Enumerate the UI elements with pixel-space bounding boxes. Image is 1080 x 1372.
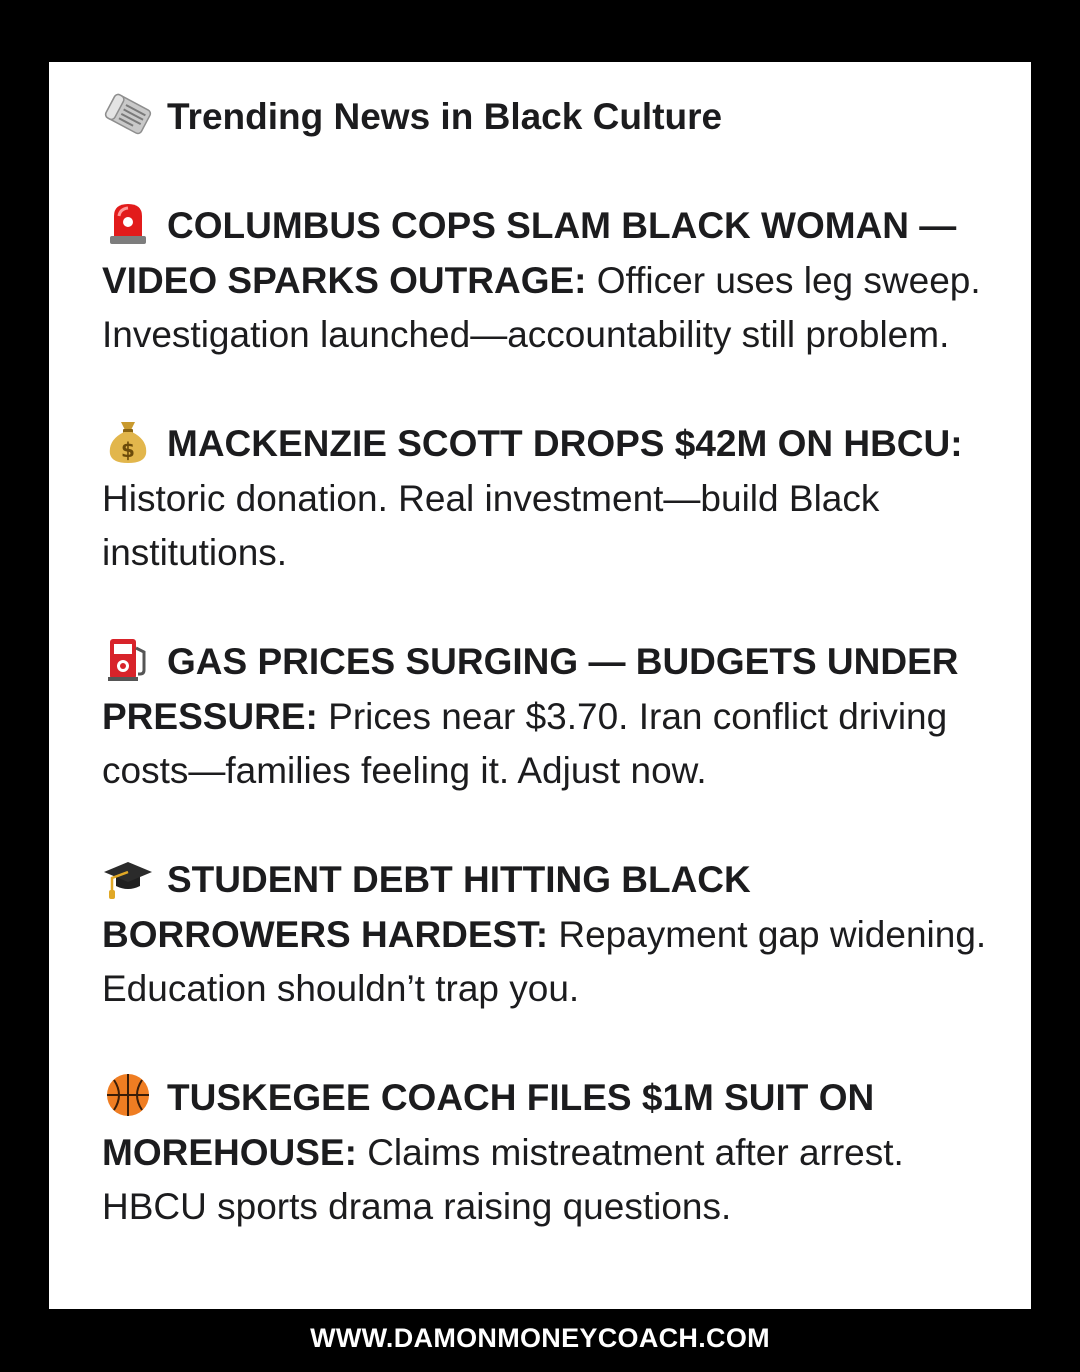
story-lawsuit (102, 1071, 992, 1235)
story-police (102, 199, 992, 363)
story-headline: STUDENT DEBT HITTING BLACK BORROWERS HARDEST: (102, 859, 751, 955)
post-card (49, 62, 1031, 1309)
graduation-cap-icon (102, 854, 154, 900)
post-title: Trending News in Black Culture (167, 96, 723, 137)
post-title-line (102, 90, 992, 145)
story-student-debt (102, 853, 992, 1017)
story-headline: TUSKEGEE COACH FILES $1M SUIT ON MOREHOUSE: (102, 1077, 875, 1173)
police-light-icon (102, 200, 154, 246)
money-bag-icon (102, 418, 154, 464)
fuel-pump-icon (102, 636, 154, 682)
svg-text:$: $ (121, 438, 135, 462)
story-donation (102, 417, 992, 581)
basketball-icon (102, 1072, 154, 1118)
footer-website: WWW.DAMONMONEYCOACH.COM (310, 1323, 770, 1353)
post-content (102, 90, 992, 1235)
story-body: Historic donation. Real investment—build Black institutions. (102, 477, 880, 573)
story-body: Claims mistreatment after arrest. HBCU sports drama raising questions. (102, 1131, 904, 1227)
story-body: Prices near $3.70. Iran conflict driving costs—families feeling it. Adjust now. (102, 695, 948, 791)
newspaper-icon (102, 91, 154, 137)
story-headline: COLUMBUS COPS SLAM BLACK WOMAN — VIDEO SPARKS OUTRAGE: (102, 205, 957, 301)
story-body: Officer uses leg sweep. Investigation launched—accountability still problem. (102, 259, 981, 355)
story-gas (102, 635, 992, 799)
story-headline: GAS PRICES SURGING — BUDGETS UNDER PRESSURE: (102, 641, 959, 737)
story-body: Repayment gap widening. Education shouldn’t trap you. (102, 913, 987, 1009)
story-headline: MACKENZIE SCOTT DROPS $42M ON HBCU: (167, 423, 963, 464)
